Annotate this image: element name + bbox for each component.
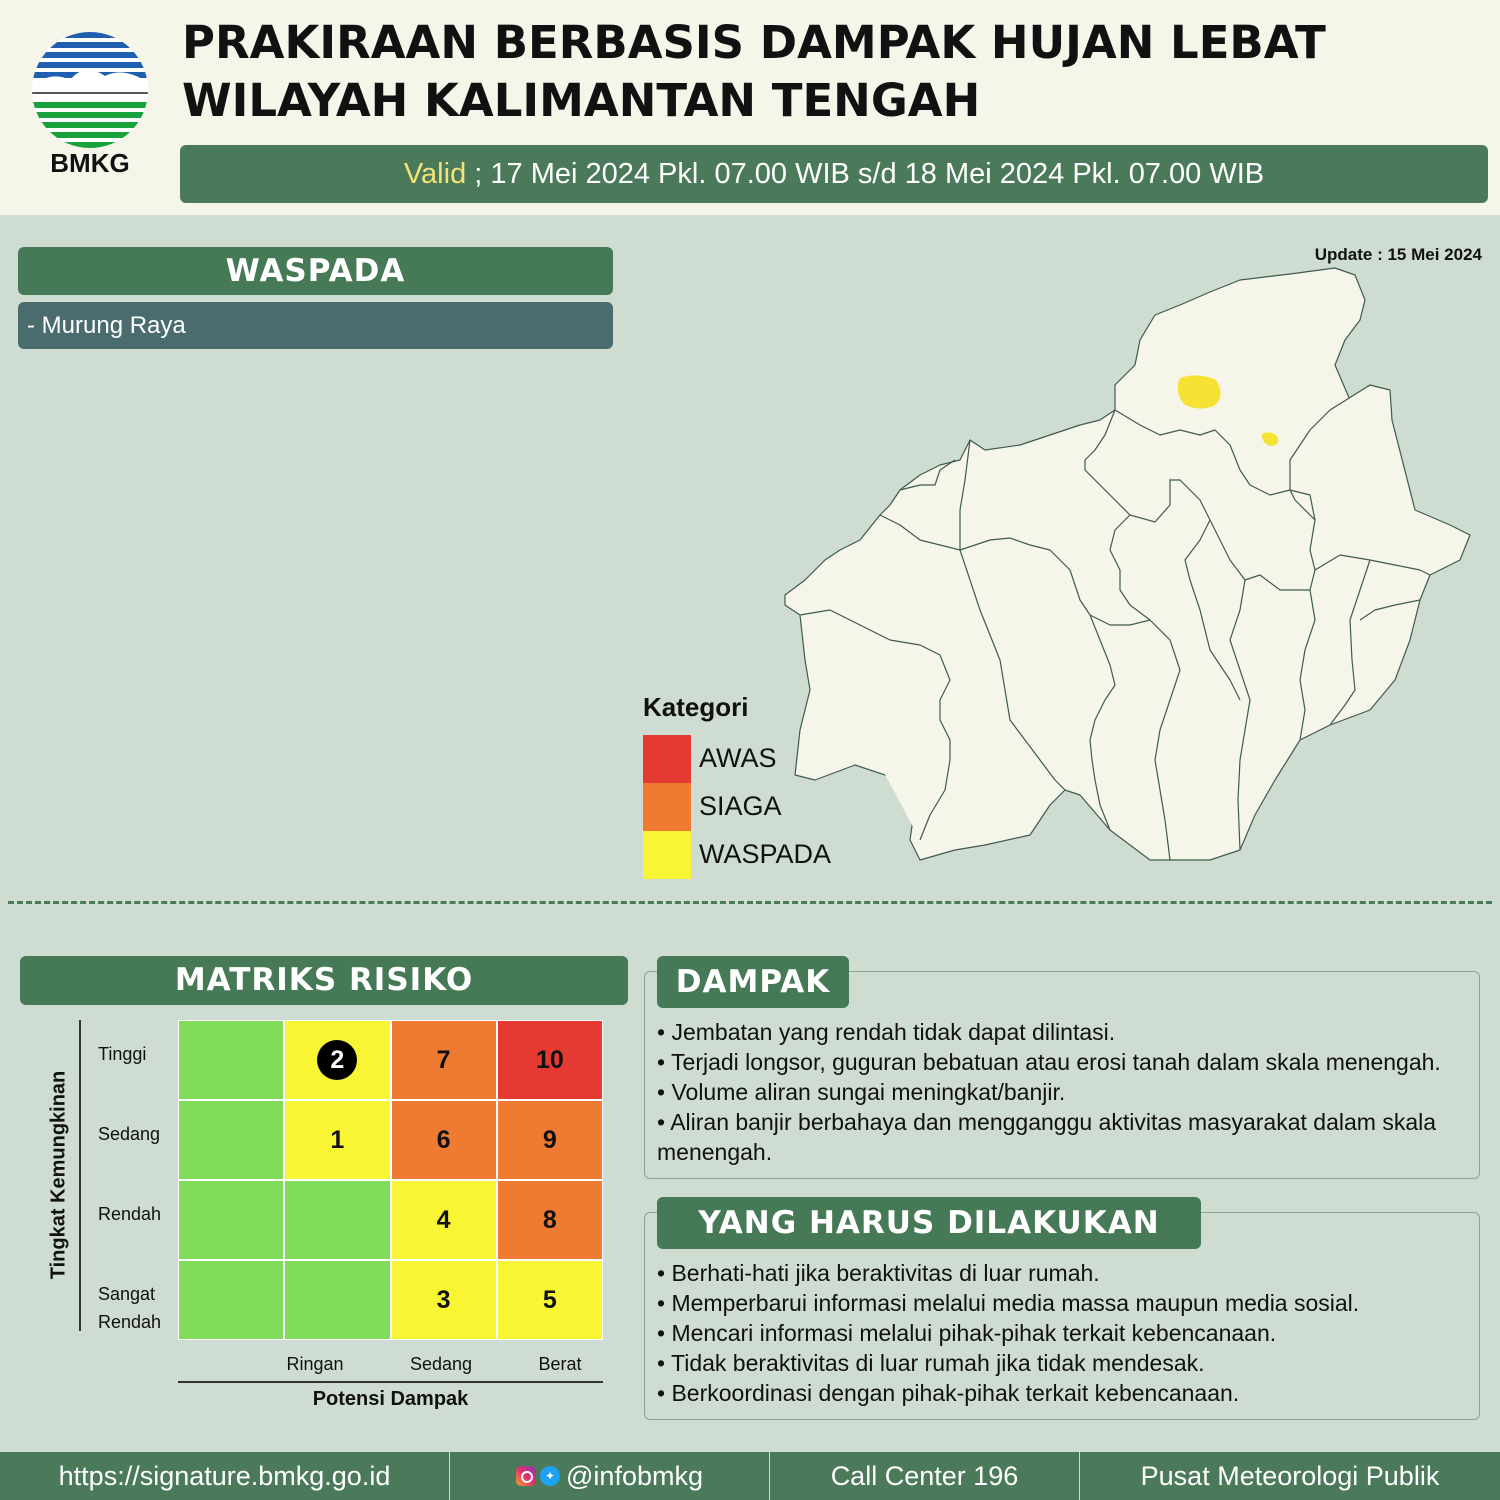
matrix-cell-r2-c1 — [285, 1181, 389, 1259]
y-axis-title: Tingkat Kemungkinan — [47, 1070, 70, 1280]
action-item: • Berkoordinasi dengan pihak-pihak terkait kebencanaan. — [657, 1378, 1467, 1408]
matrix-cell-r3-c0 — [179, 1261, 283, 1339]
warning-region-item: - Murung Raya — [18, 302, 613, 349]
header — [0, 0, 1500, 215]
waspada-zone-1 — [1178, 375, 1221, 408]
legend-item-waspada — [643, 831, 893, 879]
matrix-cell-r1-c2 — [392, 1101, 496, 1179]
legend-title: Kategori — [643, 692, 749, 722]
risk-value: 7 — [436, 1045, 451, 1074]
row-label-rendah: Rendah — [98, 1204, 162, 1224]
valid-label: Valid — [403, 158, 467, 190]
section-divider — [8, 901, 1492, 904]
impact-list — [657, 1017, 1467, 1167]
actions-title: YANG HARUS DILAKUKAN — [657, 1197, 1201, 1249]
matrix-cell-r1-c0 — [179, 1101, 283, 1179]
footer-social[interactable] — [450, 1452, 770, 1500]
page-title — [182, 14, 1326, 130]
x-axis-line — [178, 1381, 603, 1383]
valid-period-bar — [180, 145, 1488, 203]
impact-item: • Aliran banjir berbahaya dan mengganggu aktivitas masyarakat dalam skala menengah. — [657, 1107, 1467, 1167]
risk-matrix-grid — [178, 1020, 603, 1340]
legend-item-siaga — [643, 783, 893, 831]
footer-org — [1080, 1452, 1500, 1500]
bmkg-logo — [30, 30, 150, 180]
action-item: • Tidak beraktivitas di luar rumah jika tidak mendesak. — [657, 1348, 1467, 1378]
bmkg-logo-icon — [30, 30, 150, 150]
social-icons — [516, 1466, 560, 1486]
matrix-cell-r1-c3 — [498, 1101, 602, 1179]
legend-swatch-siaga — [643, 783, 691, 831]
x-axis-title: Potensi Dampak — [312, 1388, 469, 1410]
logo-text: BMKG — [50, 148, 130, 178]
matrix-cell-r1-c1 — [285, 1101, 389, 1179]
risk-value: 3 — [436, 1285, 451, 1314]
instagram-icon[interactable] — [516, 1466, 536, 1486]
legend-swatch-awas — [643, 735, 691, 783]
footer — [0, 1452, 1500, 1500]
matrix-cell-r0-c0 — [179, 1021, 283, 1099]
social-handle[interactable]: @infobmkg — [566, 1460, 703, 1491]
valid-period-text: ; 17 Mei 2024 Pkl. 07.00 WIB s/d 18 Mei 2024 Pkl. 07.00 WIB — [466, 158, 1265, 190]
y-axis-line — [79, 1020, 81, 1331]
call-center-text: Call Center 196 — [830, 1460, 1019, 1491]
row-label-tinggi: Tinggi — [98, 1044, 147, 1064]
matrix-cell-r2-c3 — [498, 1181, 602, 1259]
matrix-title: MATRIKS RISIKO — [20, 956, 628, 1005]
matrix-cell-r2-c0 — [179, 1181, 283, 1259]
selected-risk-value: 2 — [317, 1040, 357, 1080]
matrix-cell-r0-c3 — [498, 1021, 602, 1099]
footer-website[interactable] — [0, 1452, 450, 1500]
risk-value: 4 — [436, 1205, 451, 1234]
matrix-cell-r3-c3 — [498, 1261, 602, 1339]
org-name: Pusat Meteorologi Publik — [1140, 1460, 1440, 1491]
impact-item: • Jembatan yang rendah tidak dapat dilintasi. — [657, 1017, 1467, 1047]
matrix-cell-r3-c1 — [285, 1261, 389, 1339]
legend-label: WASPADA — [699, 839, 832, 869]
update-date: Update : 15 Mei 2024 — [1314, 245, 1482, 264]
warning-level-heading: WASPADA — [18, 247, 613, 295]
risk-value: 6 — [436, 1125, 451, 1154]
matrix-cell-r0-c2 — [392, 1021, 496, 1099]
risk-value: 10 — [535, 1045, 564, 1074]
action-item: • Mencari informasi melalui pihak-pihak terkait kebencanaan. — [657, 1318, 1467, 1348]
impact-item: • Volume aliran sungai meningkat/banjir. — [657, 1077, 1467, 1107]
row-label-sangat-rendah: Sangat Rendah — [98, 1284, 162, 1332]
title-line-1: PRAKIRAAN BERBASIS DAMPAK HUJAN LEBAT — [182, 16, 1326, 69]
legend-item-awas — [643, 735, 893, 783]
matrix-cell-r0-c1 — [285, 1021, 389, 1099]
legend-swatch-waspada — [643, 831, 691, 879]
twitter-icon[interactable]: ✦ — [540, 1466, 560, 1486]
actions-list — [657, 1258, 1467, 1408]
risk-value: 9 — [542, 1125, 557, 1154]
col-label-ringan: Ringan — [286, 1354, 344, 1374]
title-line-2: WILAYAH KALIMANTAN TENGAH — [182, 74, 981, 127]
impact-title: DAMPAK — [657, 956, 849, 1008]
legend-label: AWAS — [699, 743, 777, 773]
risk-value: 8 — [542, 1205, 557, 1234]
col-label-berat: Berat — [538, 1354, 582, 1374]
action-item: • Berhati-hati jika beraktivitas di luar rumah. — [657, 1258, 1467, 1288]
matrix-cell-r3-c2 — [392, 1261, 496, 1339]
risk-value: 5 — [542, 1285, 557, 1314]
col-label-sedang: Sedang — [409, 1354, 473, 1374]
legend-label: SIAGA — [699, 791, 782, 821]
risk-value: 1 — [330, 1125, 345, 1154]
footer-call-center — [770, 1452, 1080, 1500]
action-item: • Memperbarui informasi melalui media massa maupun media sosial. — [657, 1288, 1467, 1318]
impact-item: • Terjadi longsor, guguran bebatuan atau erosi tanah dalam skala menengah. — [657, 1047, 1467, 1077]
matrix-cell-r2-c2 — [392, 1181, 496, 1259]
website-link[interactable]: https://signature.bmkg.go.id — [58, 1460, 391, 1491]
row-label-sedang: Sedang — [98, 1124, 161, 1144]
